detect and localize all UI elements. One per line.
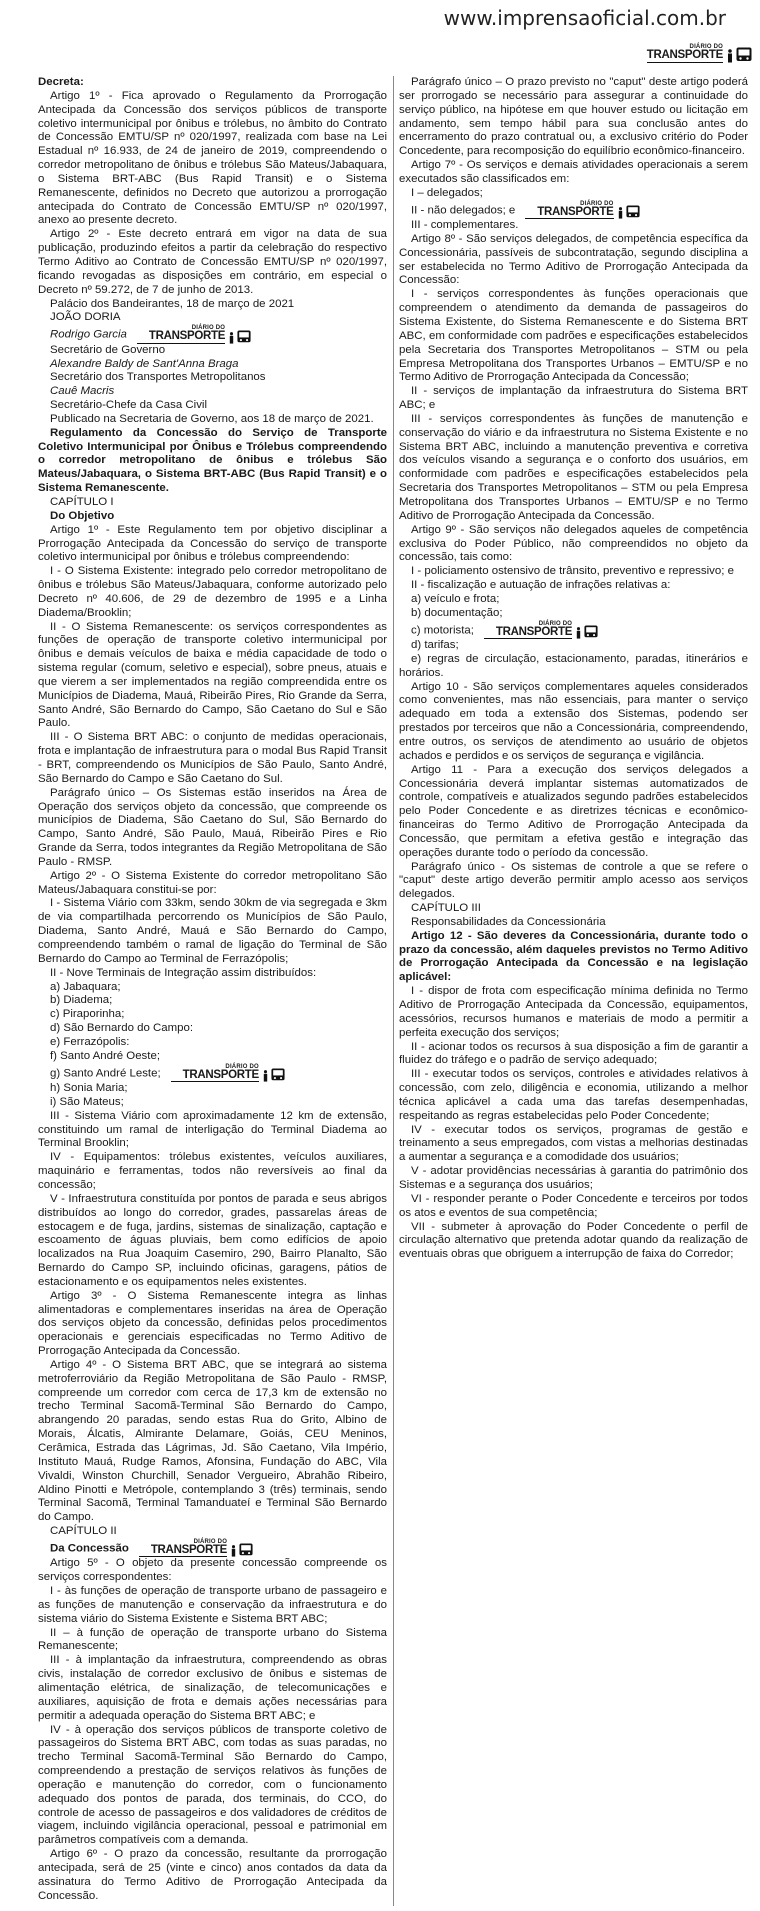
list-item: e) regras de circulação, estacionamento, paradas, itinerários e horários. [399, 652, 748, 679]
paragraph: II - fiscalização e autuação de infrações relativas a: [411, 579, 671, 592]
paragraph: II - acionar todos os recursos à sua disposição a fim de garantir a fluidez do tráfego e o padrão de serviço adequado; [399, 1040, 748, 1067]
list-item: a) veículo e frota; [411, 592, 500, 605]
badge-main-text: TRANSPORTE [171, 1070, 259, 1083]
chapter-title: Artigo 12 - São deveres da Concessionária, durante todo o prazo da concessão, além daqueles previstos no Termo Aditivo de Prorrogação Antecipada da Concessão e na legislação aplicável: [399, 929, 748, 984]
bus-icon [237, 330, 251, 344]
list-item: e) Ferrazópolis: [50, 1035, 130, 1048]
paragraph: CAPÍTULO III [411, 902, 481, 915]
paragraph: Parágrafo único – O prazo previsto no "caput" deste artigo poderá ser prorrogado se necessário para assegurar a continuidade do serviço público, na hipótese em que houver estudo ou licitação em andamento, sem tempo hábil para sua conclusão antes do encerramento do prazo contratual ou, a exclusivo critério do Poder Concedente, para recomposição do equilíbrio econômico-financeiro. [399, 76, 748, 158]
paragraph: Artigo 4º - O Sistema BRT ABC, que se integrará ao sistema metroferroviário da Região Metropolitana de São Paulo - RMSP, compreende um corredor com cerca de 17,3 km de extensão no trecho Terminal Sacomã-Terminal São Bernardo do Campo, abrangendo 20 paradas, sendo estas Rua do Grito, Albino de Morais, Álcatis, Almirante Delamare, Goiás, CEU Meninos, Cerâmica, Estrada das Lágrimas, Jd. São Caetano, Vila Império, Instituto Mauá, Rudge Ramos, Afonsina, Fundação do ABC, Vila Vivaldi, Winston Churchill, Senador Vergueiro, Abrahão Ribeiro, Aldino Pinotti e Metrópole, contemplando 3 (três) terminais, sendo Terminal Sacomã, Terminal Tamanduateí e Terminal São Bernardo do Campo. [38, 1358, 387, 1524]
bus-icon [239, 1543, 253, 1557]
paragraph: IV - à operação dos serviços públicos de transporte coletivo de passageiros do Sistema BRT ABC, com todas as suas paradas, no trecho Terminal Sacomã-Terminal São Bernardo do Campo, compreendendo a prestação de serviços relativos às funções de operação e manutenção do corredor, com o funcionamento adequado dos pontos de parada, dos terminais, do CCO, do controle de acesso de passageiros e dos validadores de créditos de viagem, incluindo vigilância operacional, pessoal e patrimonial em parâmetros compatíveis com a demanda. [38, 1723, 387, 1847]
badge-top-text: DIÁRIO DO [191, 325, 226, 332]
paragraph: II - Nove Terminais de Integração assim distribuídos: [50, 966, 317, 979]
paragraph: Artigo 7º - Os serviços e demais atividades operacionais a serem executados são classificados em: [399, 159, 748, 185]
paragraph: Artigo 9º - São serviços não delegados aqueles de competência exclusiva do Poder Público, não compreendidos no objeto da concessão, tais como: [399, 523, 748, 564]
paragraph: I - policiamento ostensivo de trânsito, preventivo e repressivo; e [411, 565, 734, 578]
paragraph: Artigo 6º - O prazo da concessão, resultante da prorrogação antecipada, será de 25 (vinte e cinco) anos contados da data da assinatura do Termo Aditivo de Prorrogação Antecipada da Concessão. [38, 1848, 387, 1902]
list-item: II - não delegados; e [411, 203, 516, 216]
person-icon [726, 49, 734, 63]
list-item-with-badge [399, 621, 748, 640]
bus-icon [271, 1068, 285, 1082]
badge-main-text: TRANSPORTE [137, 331, 225, 344]
article-body [38, 76, 748, 1906]
list-item: c) Piraporinha; [50, 1008, 125, 1021]
paragraph: Parágrafo único – Os Sistemas estão inseridos na Área de Operação dos serviços objeto da concessão, que compreende os municípios de Diadema, São Caetano do Sul, São Bernardo do Campo, Santo André, São Paulo, Mauá, Ribeirão Pires e Rio Grande da Serra, todos integrantes da Região Metropolitana de São Paulo - RMSP. [38, 786, 387, 868]
diario-do-transporte-badge [647, 44, 752, 63]
person-icon [575, 627, 582, 639]
badge-main-text: TRANSPORTE [646, 49, 723, 61]
paragraph: Artigo 5º - O objeto da presente concessão compreende os serviços correspondentes: [38, 1557, 387, 1584]
signatory-name: Cauê Macris [50, 385, 115, 398]
paragraph: V - Infraestrutura constituída por pontos de parada e seus abrigos distribuídos ao longo do corredor, grades, passarelas áreas de estocagem e de fuga, jardins, sistemas de sinalização, captação e escoamento de águas pluviais, bem como edifícios de apoio localizados na Rua Joaquim Casemiro, 290, Bairro Planalto, São Bernardo do Campo SP, incluindo oficinas, garagens, pátios de estacionamento e os equipamentos neles existentes. [38, 1192, 387, 1288]
chapter-title: Da Concessão [50, 1542, 129, 1555]
person-icon [230, 1545, 237, 1557]
bus-icon [626, 205, 640, 219]
diario-do-transporte-badge [137, 325, 251, 344]
signatory-line [38, 325, 387, 344]
signatory-title: Secretário-Chefe da Casa Civil [50, 399, 208, 412]
badge-main-text: TRANSPORTE [139, 1545, 227, 1558]
badge-main-text: TRANSPORTE [484, 627, 572, 640]
list-item: g) Santo André Leste; [50, 1066, 161, 1079]
paragraph: I - Sistema Viário com 33km, sendo 30km de via segregada e 3km de via compartilhada percorrendo os Municípios de São Paulo, Diadema, Santo André, Mauá e São Bernardo do Campo, compreendendo também o ramal de ligação do Terminal de São Bernardo do Campo ao Terminal de Ferrazópolis; [38, 897, 387, 965]
paragraph: Publicado na Secretaria de Governo, aos 18 de março de 2021. [50, 412, 374, 425]
paragraph: IV - Equipamentos: trólebus existentes, veículos auxiliares, maquinário e ferramentas, todos não reversíveis ao final da concessão; [38, 1151, 387, 1191]
list-item: d) São Bernardo do Campo: [50, 1022, 194, 1035]
paragraph: III - à implantação da infraestrutura, compreendendo as obras civis, instalação de corredor exclusivo de ônibus e sistemas de alimentação elétrica, de sinalização, de telecomunicações e auxiliares, aquisição de frota e demais ações necessárias para permitir a adequada operação do Sistema BRT ABC; e [38, 1654, 387, 1722]
badge-top-text: DIÁRIO DO [225, 1063, 259, 1070]
paragraph: Artigo 1º - Fica aprovado o Regulamento da Prorrogação Antecipada da Concessão dos serviços públicos de transporte coletivo intermunicipal por ônibus e trólebus, no âmbito do Contrato de Concessão EMTU/SP nº 020/1997, realizada com base na Lei Estadual nº 16.933, de 24 de janeiro de 2019, compreendendo o corredor metropolitano de ônibus e trólebus São Mateus/Jabaquara, o Sistema BRT-ABC (Bus Rapid Transit) e o Sistema Remanescente, definidos no Decreto que autorizou a prorrogação antecipada do Contrato de Concessão EMTU/SP nº 020/1997, anexo ao presente decreto. [38, 89, 387, 227]
bus-icon [736, 47, 752, 63]
regulation-title: Regulamento da Concessão do Serviço de Transporte Coletivo Intermunicipal por Ônibus e Trólebus compreendendo o corredor metropolitano de ônibus e trólebus São Mateus/Jabaquara, o Sistema BRT-ABC (Bus Rapid Transit) e o Sistema Remanescente. [38, 426, 387, 495]
paragraph: Artigo 10 - São serviços complementares aqueles considerados como convenientes, mas não essenciais, para manter o serviço adequado em toda a extensão dos Sistemas, podendo ser prestados por terceiros que não a Concessionária, compreendendo, entre outros, os serviços de atendimento ao usuário de objetos achados e perdidos e os serviços de segurança e vigilância. [399, 680, 748, 762]
bus-icon [584, 625, 598, 639]
chapter-heading: Responsabilidades da Concessionária [411, 915, 606, 928]
site-url[interactable]: www.imprensaoficial.com.br [443, 6, 726, 30]
chapter-title: Do Objetivo [50, 509, 115, 522]
person-icon [228, 332, 235, 344]
chapter-heading: CAPÍTULO I [50, 495, 114, 508]
person-icon [262, 1070, 269, 1082]
badge-top-text: DIÁRIO DO [689, 44, 723, 50]
list-item-with-badge [38, 1064, 387, 1083]
list-item: I – delegados; [411, 186, 483, 199]
list-item: III - complementares. [411, 219, 519, 232]
paragraph: Artigo 11 - Para a execução dos serviços delegados a Concessionária deverá implantar sistemas automatizados de controle, compatíveis e atualizados segundo padrões estabelecidos pelo Poder Concedente e as diretrizes técnicas e econômico-financeiras do Termo Aditivo de Prorrogação Antecipada da Concessão, que permitam a efetiva gestão e integração das operações durante todo o período da concessão. [399, 763, 748, 859]
diario-do-transporte-badge [525, 201, 639, 220]
person-icon [617, 207, 624, 219]
paragraph: I - serviços correspondentes às funções operacionais que compreendem o atendimento da demanda de passageiros do Sistema Existente, do Sistema Remanescente e do Sistema BRT ABC, em conformidade com padrões e especificações estabelecidos pela Secretaria dos Transportes Metropolitanos – STM ou pela Empresa Metropolitana dos Transportes Urbanos – EMTU/SP e no Termo Aditivo de Prorrogação Antecipada da Concessão; [399, 288, 748, 384]
list-item: c) motorista; [411, 623, 474, 636]
diario-do-transporte-badge [139, 1539, 253, 1558]
badge-top-text: DIÁRIO DO [580, 200, 614, 207]
paragraph: VI - responder perante o Poder Concedente e terceiros por todos os atos e eventos de sua competência; [399, 1192, 748, 1219]
list-item: f) Santo André Oeste; [50, 1049, 160, 1062]
paragraph: Parágrafo único - Os sistemas de controle a que se refere o "caput" deste artigo deverão permitir amplo acesso aos serviços delegados. [399, 860, 748, 901]
paragraph: V - adotar providências necessárias à garantia do patrimônio dos Sistemas e a segurança dos usuários; [399, 1165, 748, 1191]
decreta-label: Decreta: [38, 76, 84, 88]
signatory-name: Rodrigo Garcia [50, 328, 127, 341]
paragraph: II - O Sistema Remanescente: os serviços correspondentes as funções de operação de transporte coletivo intermunicipal por ônibus e demais veículos de baixa e média capacidade de todo o sistema regular (comum, seletivo e especial), sobre pneus, atuais e que vierem a ser implementados na região compreendida entre os Municípios de Diadema, Mauá, Ribeirão Pires, Rio Grande da Serra, Santo André, São Bernardo do Campo, São Caetano do Sul e São Paulo. [38, 620, 387, 730]
paragraph: III - serviços correspondentes às funções de manutenção e conservação do viário e da infraestrutura no Sistema Existente e no Sistema BRT ABC, incluindo a manutenção preventiva e corretiva dos veículos visando a segurança e o conforto dos usuários, em conformidade com padrões e especificações estabelecidos pela Secretaria dos Transportes Metropolitanos – STM ou pela Empresa Metropolitana dos Transportes Urbanos – EMTU/SP e no Termo Aditivo de Prorrogação Antecipada da Concessão. [399, 412, 748, 522]
paragraph: I - dispor de frota com especificação mínima definida no Termo Aditivo de Prorrogação Antecipada da Concessão, equipamentos, acessórios, recursos humanos e materiais de modo a permitir a perfeita execução dos serviços; [399, 985, 748, 1039]
paragraph: III - Sistema Viário com aproximadamente 12 km de extensão, constituindo um ramal de interligação do Terminal Diadema ao Terminal Brooklin; [38, 1109, 387, 1150]
chapter-title-line [38, 1539, 387, 1558]
signatory-title: Secretário de Governo [50, 343, 166, 356]
paragraph: III - executar todos os serviços, controles e atividades relativos à concessão, com zelo, diligência e economia, utilizando a melhor técnica aplicável a cada uma das tarefas desempenhadas, respeitando as regras estabelecidas pelo Poder Concedente; [399, 1068, 748, 1122]
paragraph: II – à função de operação de transporte urbano do Sistema Remanescente; [38, 1626, 387, 1653]
signatory-name: Alexandre Baldy de Sant'Anna Braga [50, 357, 239, 370]
list-item: d) tarifas; [411, 639, 459, 652]
signatory-title: Secretário dos Transportes Metropolitanos [50, 371, 266, 384]
paragraph: IV - executar todos os serviços, programas de gestão e treinamento a seus empregados, com vistas a melhorias destinadas a aumentar a segurança e a comodidade dos usuários; [399, 1123, 748, 1164]
paragraph: Artigo 8º - São serviços delegados, de competência específica da Concessionária, passíveis de subcontratação, segundo disciplina a ser estabelecida no Termo Aditivo de Prorrogação Antecipada da Concessão: [399, 232, 748, 287]
chapter-heading: CAPÍTULO II [50, 1525, 117, 1538]
paragraph: I - às funções de operação de transporte urbano de passageiro e as funções de manutenção e conservação da infraestrutura e do sistema viário do Sistema Existente e Sistema BRT ABC; [38, 1585, 387, 1625]
paragraph: VII - submeter à aprovação do Poder Concedente o perfil de circulação alternativo que pretenda adotar quando da realização de eventuais obras que obriguem a interrupção de faixa do Corredor; [399, 1220, 748, 1261]
list-item-with-badge [399, 201, 748, 220]
paragraph: II - serviços de implantação da infraestrutura do Sistema BRT ABC; e [399, 385, 748, 412]
badge-main-text: TRANSPORTE [525, 207, 613, 220]
governor-name: JOÃO DORIA [50, 311, 121, 324]
paragraph: Artigo 2º - Este decreto entrará em vigor na data de sua publicação, produzindo efeitos a partir da celebração do respectivo Termo Aditivo ao Contrato de Concessão EMTU/SP nº 020/1997, ficando revogadas as disposições em contrário, em especial o Decreto nº 59.272, de 7 de junho de 2013. [38, 228, 387, 296]
paragraph: III - O Sistema BRT ABC: o conjunto de medidas operacionais, frota e implantação de infraestrutura para o modal Bus Rapid Transit - BRT, compreendendo os Municípios de São Paulo, Santo André, São Bernardo do Campo e São Caetano do Sul. [38, 731, 387, 785]
list-item: b) documentação; [411, 606, 503, 619]
signature-place-date: Palácio dos Bandeirantes, 18 de março de 2021 [50, 297, 295, 310]
list-item: h) Sonia Maria; [50, 1082, 128, 1095]
diario-do-transporte-badge [484, 621, 598, 640]
badge-top-text: DIÁRIO DO [538, 620, 573, 627]
list-item: b) Diadema; [50, 994, 113, 1007]
paragraph: Artigo 2º - O Sistema Existente do corredor metropolitano São Mateus/Jabaquara constitui-se por: [38, 869, 387, 896]
diario-do-transporte-badge [171, 1064, 285, 1083]
list-item: i) São Mateus; [50, 1095, 124, 1108]
paragraph: I - O Sistema Existente: integrado pelo corredor metropolitano de ônibus e trólebus São Mateus/Jabaquara, conforme autorizado pelo Decreto nº 40.606, de 29 de dezembro de 1995 e a Linha Diadema/Brooklin; [38, 565, 387, 619]
paragraph: Artigo 3º - O Sistema Remanescente integra as linhas alimentadoras e complementares inseridas na área de Operação dos serviços objeto da concessão, definidas pelos procedimentos operacionais e gerenciais especificadas no Termo Aditivo de Prorrogação Antecipada da Concessão. [38, 1289, 387, 1358]
badge-top-text: DIÁRIO DO [193, 1538, 228, 1545]
list-item: a) Jabaquara; [50, 980, 121, 993]
paragraph: Artigo 1º - Este Regulamento tem por objetivo disciplinar a Prorrogação Antecipada da Concessão do serviço de transporte coletivo intermunicipal por ônibus e trólebus compreendendo: [38, 523, 387, 564]
signatory-name [38, 311, 387, 325]
